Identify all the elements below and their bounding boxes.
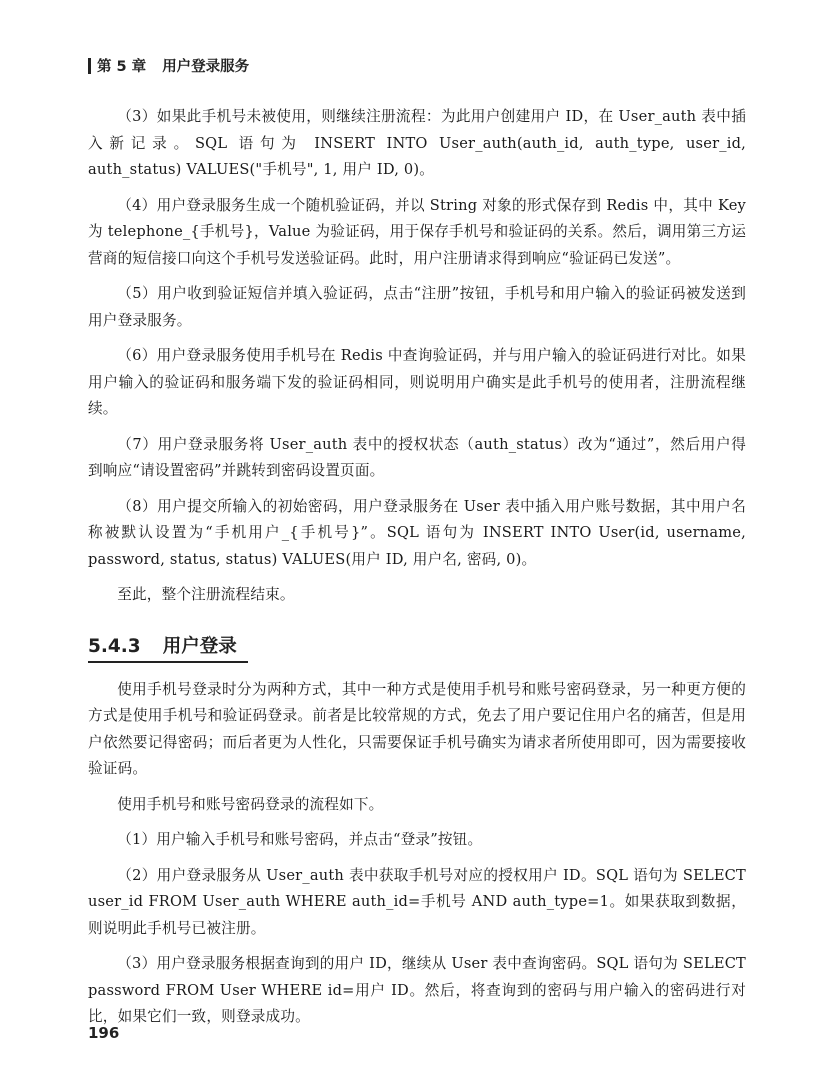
- page-body: [88, 104, 746, 1040]
- paragraph: （6）用户登录服务使用手机号在 Redis 中查询验证码，并与用户输入的验证码进行对比。如果用户输入的验证码和服务端下发的验证码相同，则说明用户确实是此手机号的使用者，注册流程继续。: [88, 347, 746, 417]
- paragraph: 使用手机号和账号密码登录的流程如下。: [117, 795, 384, 813]
- paragraph: （4）用户登录服务生成一个随机验证码，并以 String 对象的形式保存到 Redis 中，其中 Key 为 telephone_{手机号}，Value 为验证码，用于保存手机号和验证码的关系。然后，调用第三方运营商的短信接口向这个手机号发送验证码。此时，用户注册请求得到响应“验证码已发送”。: [88, 196, 746, 267]
- section-number: 5.4.3: [88, 635, 141, 657]
- page-number: 196: [88, 1024, 120, 1042]
- section-title: 用户登录: [162, 635, 237, 657]
- paragraph: （1）用户输入手机号和账号密码，并点击“登录”按钮。: [117, 831, 483, 848]
- paragraph: （8）用户提交所输入的初始密码，用户登录服务在 User 表中插入用户账号数据，其中用户名称被默认设置为“手机用户_{手机号}”。SQL 语句为 INSERT INTO User(id, username, password, status, status) VALUES(用户 ID, 用户名, 密码, 0)。: [88, 497, 746, 568]
- paragraph: （3）用户登录服务根据查询到的用户 ID，继续从 User 表中查询密码。SQL 语句为 SELECT password FROM User WHERE id=用户 ID。然后，将查询到的密码与用户输入的密码进行对比，如果它们一致，则登录成功。: [88, 955, 746, 1025]
- chapter-label: 第 5 章: [97, 59, 147, 75]
- header-bar: [88, 58, 91, 74]
- paragraph: （5）用户收到验证短信并填入验证码，点击“注册”按钮，手机号和用户输入的验证码被发送到用户登录服务。: [88, 285, 746, 329]
- paragraph: 使用手机号登录时分为两种方式，其中一种方式是使用手机号和账号密码登录，另一种更方便的方式是使用手机号和验证码登录。前者是比较常规的方式，免去了用户要记住用户名的痛苦，但是用户依然要记得密码；而后者更为人性化，只需要保证手机号确实为请求者所使用即可，因为需要接收验证码。: [88, 680, 746, 777]
- running-header: [88, 55, 249, 76]
- paragraph: 至此，整个注册流程结束。: [117, 586, 295, 603]
- paragraph: （7）用户登录服务将 User_auth 表中的授权状态（auth_status）改为“通过”，然后用户得到响应“请设置密码”并跳转到密码设置页面。: [88, 435, 746, 479]
- section-heading: [88, 632, 248, 663]
- chapter-title: 用户登录服务: [162, 59, 250, 75]
- paragraph: （3）如果此手机号未被使用，则继续注册流程：为此用户创建用户 ID，在 User_auth 表中插入新记录。SQL 语句为 INSERT INTO User_auth(auth_id, auth_type, user_id, auth_status) VALUES("手机号", 1, 用户 ID, 0)。: [88, 108, 746, 178]
- paragraph: （2）用户登录服务从 User_auth 表中获取手机号对应的授权用户 ID。SQL 语句为 SELECT user_id FROM User_auth WHERE auth_id=手机号 AND auth_type=1。如果获取到数据，则说明此手机号已被注册。: [88, 866, 746, 937]
